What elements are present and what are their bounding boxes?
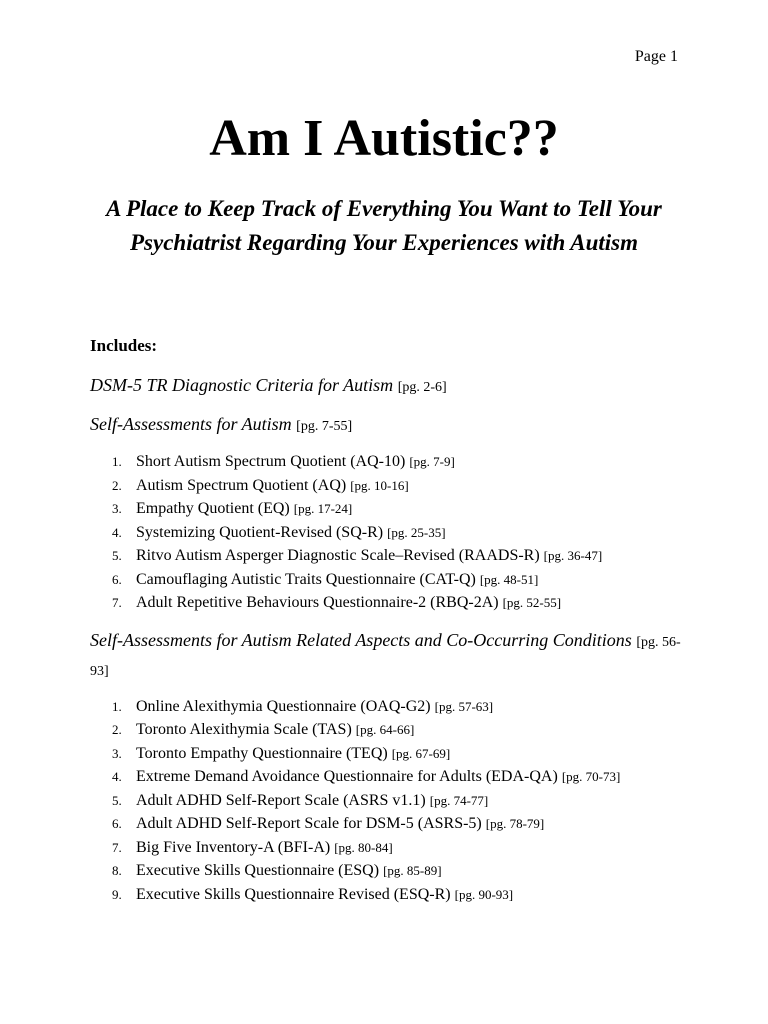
section-title: Self-Assessments for Autism Related Aspects and Co-Occurring Conditions (90, 629, 632, 650)
autism-assessment-list (90, 450, 690, 615)
item-text: Executive Skills Questionnaire (ESQ) (136, 862, 380, 879)
section-heading-self-assessments-autism (90, 411, 690, 440)
item-pages: [pg. 67-69] (391, 745, 451, 761)
item-number: 4. (112, 769, 122, 784)
list-item (90, 474, 690, 498)
item-pages: [pg. 85-89] (383, 863, 442, 878)
item-pages: [pg. 80-84] (334, 839, 393, 855)
item-text: Online Alexithymia Questionnaire (OAQ-G2) (136, 697, 431, 715)
item-text: Adult ADHD Self-Report Scale (ASRS v1.1) (136, 791, 426, 809)
item-number: 5. (112, 548, 122, 563)
list-item (90, 789, 690, 813)
item-number: 9. (112, 886, 122, 902)
document-subtitle: A Place to Keep Track of Everything You Want to Tell Your Psychiatrist Regarding Your Experiences with Autism (106, 196, 662, 255)
item-number: 3. (112, 745, 122, 761)
item-number: 3. (112, 501, 122, 516)
item-number: 1. (112, 698, 122, 714)
item-text: Camouflaging Autistic Traits Questionnaire (CAT-Q) (136, 570, 476, 588)
document-title: Am I Autistic?? (209, 110, 559, 167)
related-assessment-list (90, 695, 690, 907)
item-text: Short Autism Spectrum Quotient (AQ-10) (136, 453, 406, 470)
item-pages: [pg. 64-66] (355, 722, 415, 737)
section-heading-related-aspects (90, 627, 690, 685)
item-number: 6. (112, 571, 122, 587)
item-pages: [pg. 48-51] (479, 571, 539, 587)
item-number: 2. (112, 477, 122, 493)
list-item (90, 765, 690, 789)
item-pages: [pg. 57-63] (434, 698, 494, 714)
list-item (90, 568, 690, 592)
item-pages: [pg. 52-55] (502, 595, 562, 610)
section-pages: [pg. 2-6] (397, 380, 447, 395)
page-number: Page 1 (634, 48, 678, 65)
item-text: Adult Repetitive Behaviours Questionnaire-2 (RBQ-2A) (136, 594, 499, 611)
item-text: Toronto Empathy Questionnaire (TEQ) (136, 744, 388, 762)
item-number: 4. (112, 524, 122, 540)
section-pages: [pg. 7-55] (296, 419, 353, 434)
list-item (90, 450, 690, 474)
item-pages: [pg. 10-16] (350, 477, 409, 493)
includes-label: Includes: (90, 336, 158, 355)
list-item (90, 883, 690, 907)
item-number: 7. (112, 595, 122, 610)
item-pages: [pg. 70-73] (561, 769, 621, 784)
item-pages: [pg. 74-77] (429, 792, 489, 808)
list-item (90, 497, 690, 521)
section-title: DSM-5 TR Diagnostic Criteria for Autism (90, 375, 394, 395)
item-pages: [pg. 25-35] (387, 524, 446, 540)
list-item (90, 718, 690, 742)
section-heading-dsm5 (90, 372, 690, 401)
item-text: Systemizing Quotient-Revised (SQ-R) (136, 523, 384, 541)
item-number: 1. (112, 454, 122, 469)
section-title: Self-Assessments for Autism (90, 414, 292, 434)
item-pages: [pg. 78-79] (485, 816, 545, 831)
item-text: Big Five Inventory-A (BFI-A) (136, 838, 331, 856)
item-pages: [pg. 17-24] (293, 501, 353, 516)
item-number: 7. (112, 839, 122, 855)
item-number: 8. (112, 863, 122, 878)
list-item (90, 836, 690, 860)
item-pages: [pg. 7-9] (409, 454, 455, 469)
list-item (90, 859, 690, 883)
item-text: Autism Spectrum Quotient (AQ) (136, 476, 347, 494)
item-text: Toronto Alexithymia Scale (TAS) (136, 721, 352, 738)
list-item (90, 544, 690, 568)
list-item (90, 742, 690, 766)
section-pages: [pg. 56-93] (90, 634, 681, 679)
item-pages: [pg. 90-93] (454, 886, 514, 902)
list-item (90, 521, 690, 545)
item-number: 2. (112, 722, 122, 737)
item-number: 6. (112, 816, 122, 831)
list-item (90, 812, 690, 836)
item-text: Adult ADHD Self-Report Scale for DSM-5 (ASRS-5) (136, 815, 482, 832)
item-pages: [pg. 36-47] (543, 548, 603, 563)
item-text: Executive Skills Questionnaire Revised (ESQ-R) (136, 885, 451, 903)
list-item (90, 591, 690, 615)
item-text: Extreme Demand Avoidance Questionnaire for Adults (EDA-QA) (136, 768, 558, 785)
item-text: Empathy Quotient (EQ) (136, 500, 290, 517)
item-number: 5. (112, 792, 122, 808)
list-item (90, 695, 690, 719)
table-of-contents (90, 334, 690, 918)
item-text: Ritvo Autism Asperger Diagnostic Scale–Revised (RAADS-R) (136, 547, 540, 564)
